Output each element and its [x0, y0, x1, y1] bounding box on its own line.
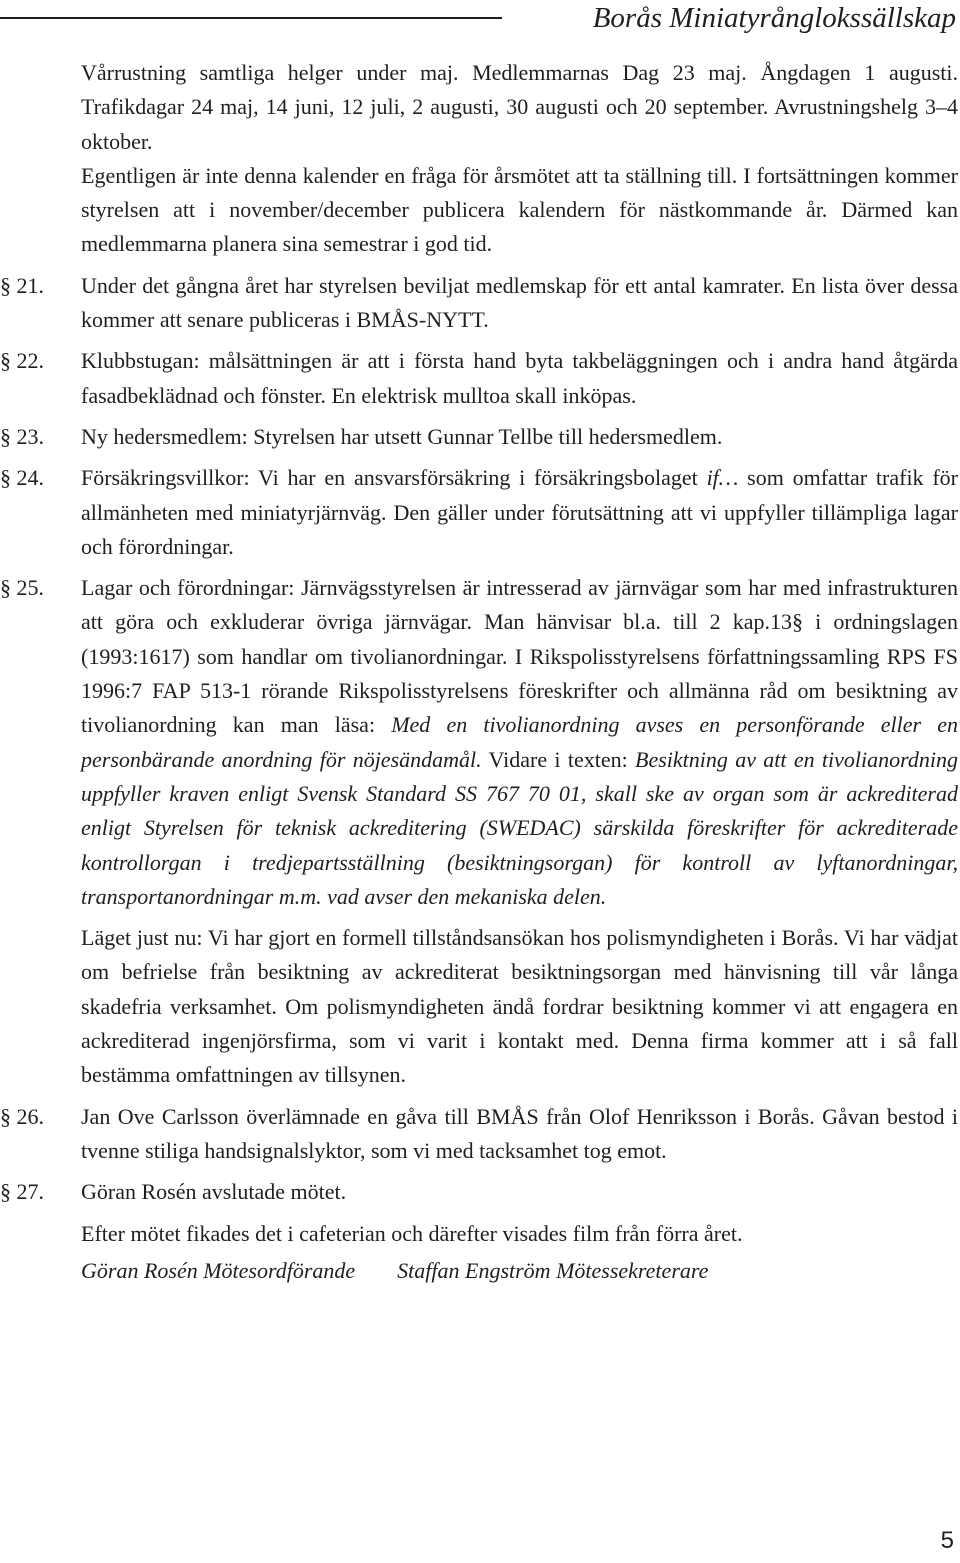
section-26	[0, 1100, 958, 1169]
section-text-part: Lagar och förordningar: Järnvägsstyrelsen är intresserad av järnvägar som har med infrastrukturen att göra och exkluderar övriga järnvägar. Man hänvisar bl.a. till 2 kap.13§ i ordningslagen (1993:1617) som handlar om tivolianordningar. I Rikspolisstyrelsens författningssamling RPS FS 1996:7 FAP 513-1 rörande Rikspolisstyrelsens föreskrifter och allmänna råd om besiktning av tivolianordning kan man läsa:	[81, 575, 958, 738]
running-header-title: Borås Miniatyrånglokssällskap	[592, 2, 956, 34]
signature-line	[0, 1254, 958, 1288]
quoted-regulation: Besiktning av att en tivolianordning uppfyller kraven enligt Svensk Standard SS 767 70 01, skall ske av organ som är ackrediterad enligt Styrelsen för teknisk ackreditering (SWEDAC) särskilda föreskrifter för ackrediterade kontrollorgan i tredjepartsställning (besiktningsorgan) för kontroll av lyftanordningar, transportanordningar m.m. vad avser den mekaniska delen.	[81, 746, 958, 909]
section-number: § 26.	[0, 1103, 44, 1129]
chair-signature: Göran Rosén Mötesordförande	[81, 1257, 356, 1283]
section-21	[0, 269, 958, 338]
section-text-part: Vidare i texten:	[481, 746, 636, 772]
section-text: Under det gångna året har styrelsen beviljat medlemskap för ett antal kamrater. En lista över dessa kommer att senare publiceras i BMÅS-NYTT.	[81, 272, 958, 333]
section-text: Ny hedersmedlem: Styrelsen har utsett Gunnar Tellbe till hedersmedlem.	[81, 423, 723, 449]
section-24	[0, 461, 958, 564]
section-text: Göran Rosén avslutade mötet.	[81, 1179, 347, 1205]
closing-paragraph: Efter mötet fikades det i cafeterian och därefter visades film från förra året.	[81, 1220, 743, 1246]
status-paragraph: Läget just nu: Vi har gjort en formell tillståndsansökan hos polismyndigheten i Borås. Vi har vädjat om befrielse från besiktning av ackrediterat besiktningsorgan med hänvisning till vår långa skadefria verksamhet. Om polismyndigheten ändå fordrar besiktning kommer vi att engagera en ackrediterad ingenjörsfirma, som vi varit i kontakt med. Denna firma kommer att i så fall bestämma omfattningen av tillsynen.	[81, 925, 958, 1088]
calendar-paragraph: Vårrustning samtliga helger under maj. Medlemmarnas Dag 23 maj. Ångdagen 1 augusti. Trafikdagar 24 maj, 14 juni, 12 juli, 2 augusti, 30 augusti och 20 september. Avrustningshelg 3–4 oktober.	[81, 60, 958, 154]
header-rule	[0, 17, 502, 19]
section-number: § 21.	[0, 272, 44, 298]
quoted-regulation: Med en tivolianordning avses en personförande eller en personbärande anordning för nöjesändamål.	[81, 712, 959, 772]
section-number: § 23.	[0, 423, 44, 449]
section-text-part: Försäkringsvillkor: Vi har en ansvarsförsäkring i försäkringsbolaget	[81, 465, 707, 491]
insurer-name: if…	[706, 465, 739, 491]
section-22	[0, 344, 958, 413]
section-25	[0, 571, 958, 914]
document-body	[0, 56, 958, 1288]
page-number: 5	[940, 1527, 954, 1554]
section-number: § 24.	[0, 465, 44, 491]
section-number: § 27.	[0, 1179, 44, 1205]
section-number: § 22.	[0, 348, 44, 374]
section-number: § 25.	[0, 575, 44, 601]
section-27	[0, 1175, 958, 1209]
section-text-part: som omfattar trafik för allmänheten med miniatyrjärnväg. Den gäller under förutsättning att vi uppfyller tillämpliga lagar och förordningar.	[81, 465, 958, 559]
section-text: Klubbstugan: målsättningen är att i första hand byta takbeläggningen och i andra hand åtgärda fasadbeklädnad och fönster. En elektrisk mulltoa skall inköpas.	[81, 348, 958, 408]
section-23	[0, 420, 958, 454]
secretary-signature: Staffan Engström Mötessekreterare	[397, 1257, 709, 1283]
section-text: Jan Ove Carlsson överlämnade en gåva till BMÅS från Olof Henriksson i Borås. Gåvan bestod i tvenne stiliga handsignalslyktor, som vi med tacksamhet tog emot.	[81, 1103, 958, 1163]
calendar-note-paragraph: Egentligen är inte denna kalender en fråga för årsmötet att ta ställning till. I fortsättningen kommer styrelsen att i november/december publicera kalendern för nästkommande år. Därmed kan medlemmarna planera sina semestrar i god tid.	[81, 162, 958, 257]
